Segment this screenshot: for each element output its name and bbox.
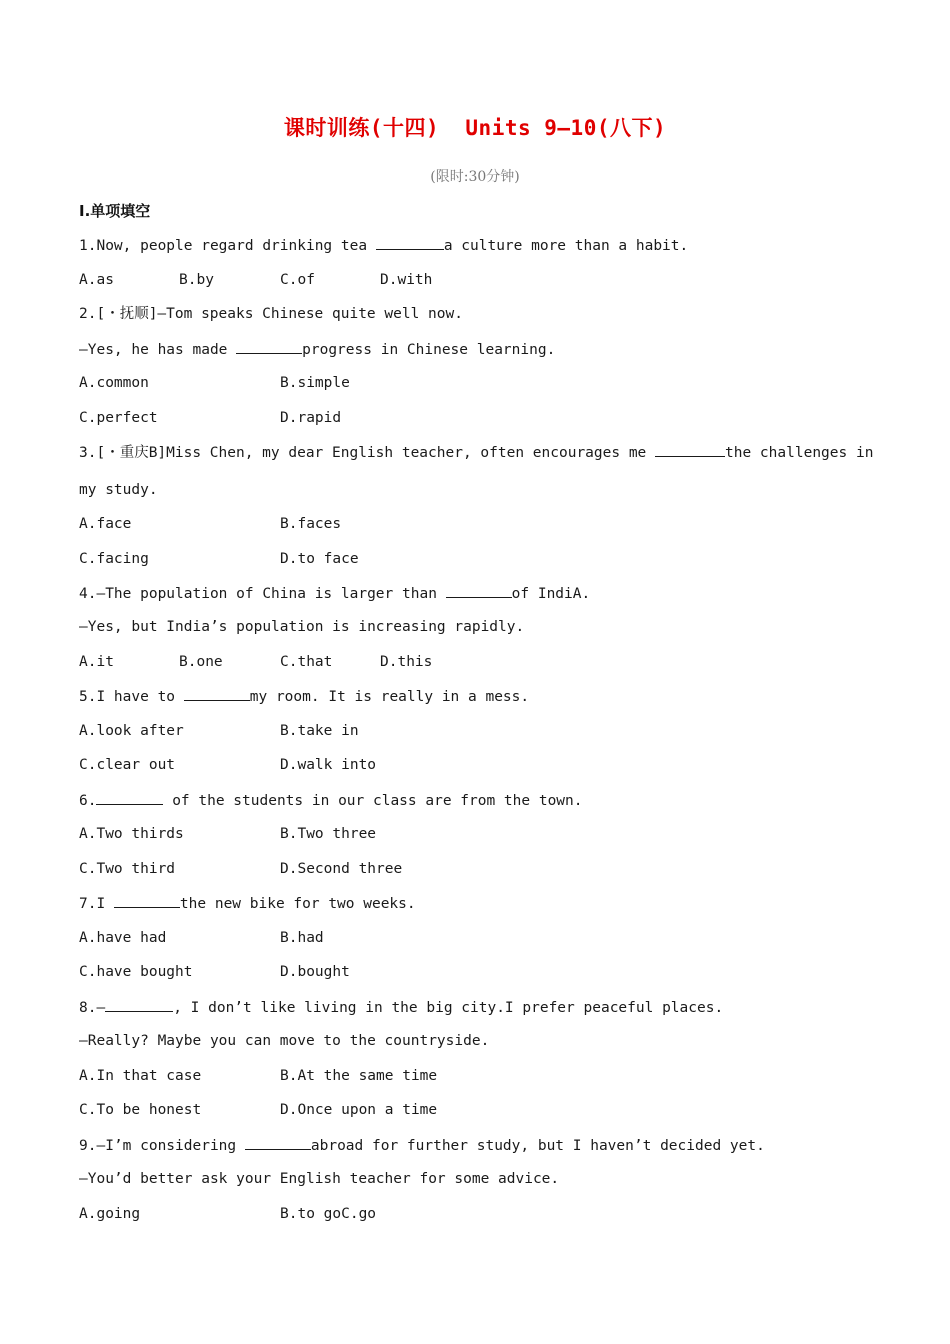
question-5-text-end: my room. It is really in a mess. <box>249 689 530 705</box>
question-6-stem <box>79 790 583 811</box>
question-1-option-d: D.with <box>380 272 433 288</box>
question-5-option-b: B.take in <box>280 723 359 739</box>
question-2-reply-end: progress in Chinese learning. <box>302 342 556 358</box>
question-5-option-d: D.walk into <box>280 757 377 773</box>
question-3-text: 3.[・重庆B]Miss Chen, my dear English teacher, often encourages me <box>79 445 656 461</box>
answer-blank <box>184 686 250 701</box>
question-8-text: 8.— <box>79 1000 106 1016</box>
question-8-option-c: C.To be honest <box>79 1102 202 1118</box>
question-8-text-end: , I don’t like living in the big city.I prefer peaceful places. <box>173 1000 724 1016</box>
question-3-stem <box>79 442 873 463</box>
question-1-text: 1.Now, people regard drinking tea <box>79 238 376 254</box>
question-7-text: 7.I <box>79 896 114 912</box>
question-3-option-b: B.faces <box>280 516 342 532</box>
page-title: 课时训练(十四) Units 9—10(八下) <box>283 116 667 140</box>
answer-blank <box>655 442 725 457</box>
question-4-option-b: B.one <box>179 654 223 670</box>
question-4-stem <box>79 583 590 604</box>
question-4-option-d: D.this <box>380 654 433 670</box>
question-5-text: 5.I have to <box>79 689 184 705</box>
question-2-reply-text: —Yes, he has made <box>79 342 237 358</box>
question-2-reply <box>79 339 555 360</box>
question-9-option-a: A.going <box>79 1206 141 1222</box>
question-6-text-end: of the students in our class are from the town. <box>163 793 583 809</box>
question-7-option-b: B.had <box>280 930 324 946</box>
question-5-option-c: C.clear out <box>79 757 176 773</box>
question-4-reply: —Yes, but India’s population is increasing rapidly. <box>79 619 525 635</box>
question-7-option-d: D.bought <box>280 964 350 980</box>
question-3-option-a: A.face <box>79 516 132 532</box>
question-3-option-d: D.to face <box>280 551 359 567</box>
question-1-option-c: C.of <box>280 272 315 288</box>
question-6-option-b: B.Two three <box>280 826 377 842</box>
answer-blank <box>96 790 163 805</box>
question-6-text: 6. <box>79 793 97 809</box>
section-heading: Ⅰ.单项填空 <box>79 202 151 220</box>
question-7-option-a: A.have had <box>79 930 167 946</box>
answer-blank <box>446 583 512 598</box>
question-1-option-a: A.as <box>79 272 114 288</box>
question-2-option-b: B.simple <box>280 375 350 391</box>
question-2-option-d: D.rapid <box>280 410 342 426</box>
question-1-option-b: B.by <box>179 272 214 288</box>
question-8-reply: —Really? Maybe you can move to the countryside. <box>79 1033 490 1049</box>
question-2-option-c: C.perfect <box>79 410 158 426</box>
question-4-option-a: A.it <box>79 654 114 670</box>
question-7-stem <box>79 893 416 914</box>
question-9-option-b: B.to goC.go <box>280 1206 377 1222</box>
question-8-option-b: B.At the same time <box>280 1068 438 1084</box>
question-9-stem <box>79 1135 765 1156</box>
question-3-stem-continued: my study. <box>79 482 158 498</box>
question-9-text-end: abroad for further study, but I haven’t decided yet. <box>310 1138 765 1154</box>
question-2-stem: 2.[・抚顺]—Tom speaks Chinese quite well now. <box>79 306 463 322</box>
question-5-option-a: A.look after <box>79 723 184 739</box>
answer-blank <box>236 339 302 354</box>
question-6-option-a: A.Two thirds <box>79 826 184 842</box>
answer-blank <box>105 997 173 1012</box>
time-limit: (限时:30分钟) <box>430 169 520 185</box>
question-5-stem <box>79 686 529 707</box>
question-7-text-end: the new bike for two weeks. <box>179 896 416 912</box>
question-8-option-a: A.In that case <box>79 1068 202 1084</box>
question-4-text-end: of IndiA. <box>511 586 591 602</box>
answer-blank <box>114 893 180 908</box>
question-3-option-c: C.facing <box>79 551 149 567</box>
question-4-text: 4.—The population of China is larger than <box>79 586 446 602</box>
question-8-option-d: D.Once upon a time <box>280 1102 438 1118</box>
question-4-option-c: C.that <box>280 654 333 670</box>
question-1-stem <box>79 235 688 256</box>
question-3-text-end: the challenges in <box>725 445 874 461</box>
question-9-text: 9.—I’m considering <box>79 1138 245 1154</box>
question-9-reply: —You’d better ask your English teacher for some advice. <box>79 1171 560 1187</box>
answer-blank <box>376 235 444 250</box>
question-8-stem <box>79 997 723 1018</box>
question-7-option-c: C.have bought <box>79 964 193 980</box>
question-6-option-c: C.Two third <box>79 861 176 877</box>
question-2-option-a: A.common <box>79 375 149 391</box>
answer-blank <box>245 1135 311 1150</box>
question-6-option-d: D.Second three <box>280 861 403 877</box>
question-1-text-end: a culture more than a habit. <box>443 238 689 254</box>
